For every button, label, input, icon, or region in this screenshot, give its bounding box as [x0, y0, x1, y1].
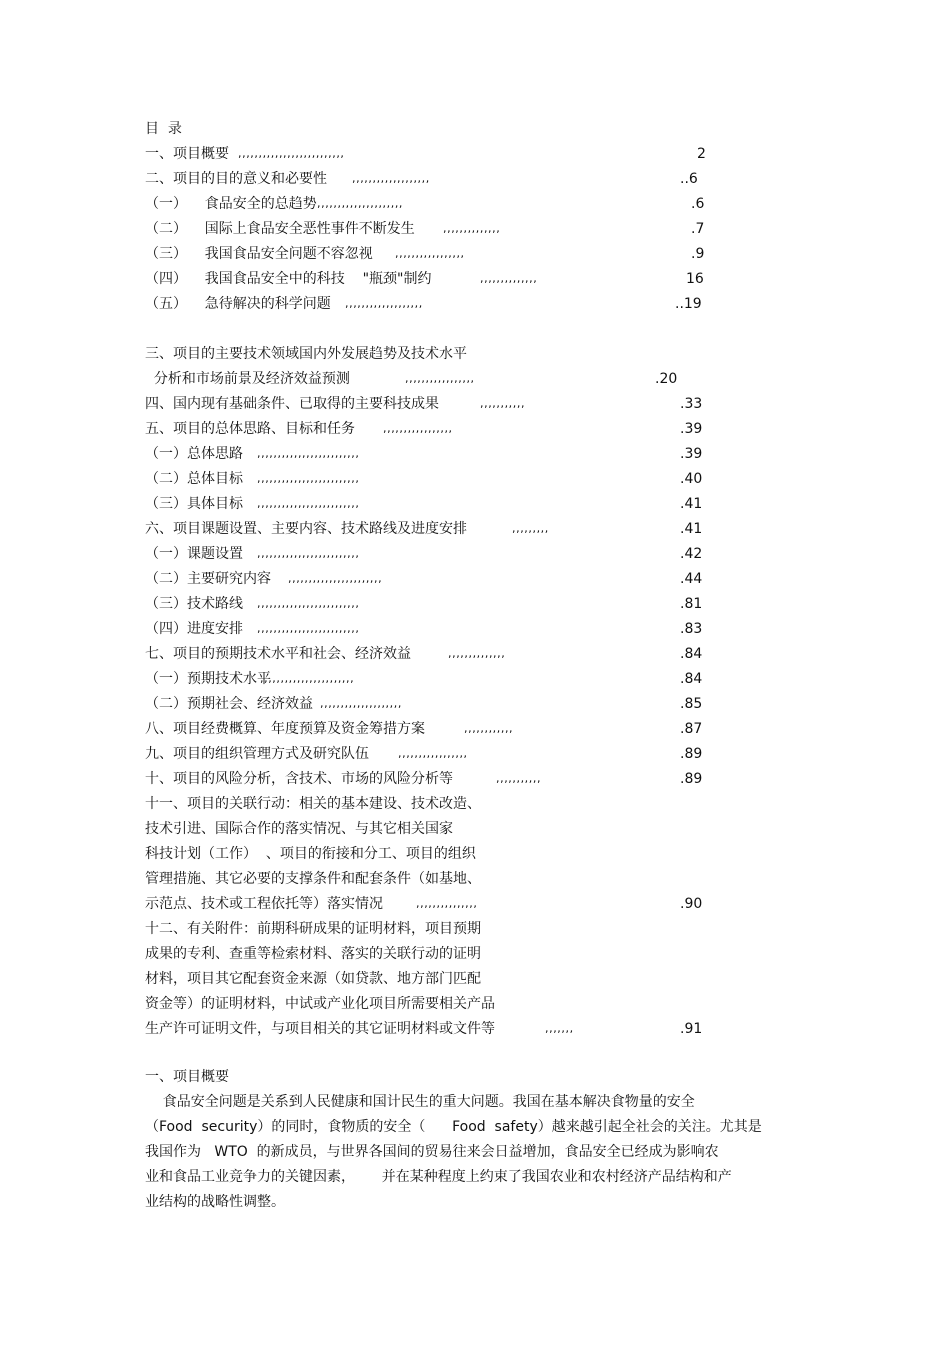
toc-entry-title: 生产许可证明文件，与项目相关的其它证明材料或文件等 — [145, 1021, 495, 1037]
toc-entry-leader: ,,,,,,,,,,,,,,,,,,,,,,,,, — [257, 597, 360, 610]
toc-entry-title: 十二、有关附件：前期科研成果的证明材料，项目预期 — [145, 921, 481, 937]
toc-entry-title: 八、项目经费概算、年度预算及资金筹措方案 — [145, 721, 425, 737]
toc-entry-leader: ,,,,,,,,, — [512, 522, 549, 535]
toc-entry-page: 16 — [686, 271, 704, 287]
toc-entry-title: 分析和市场前景及经济效益预测 — [145, 371, 350, 387]
toc-entry-page: 2 — [697, 146, 706, 162]
section-paragraph — [145, 1090, 785, 1215]
toc-entry-page: .7 — [691, 221, 705, 237]
toc-entry-title: 九、项目的组织管理方式及研究队伍 — [145, 746, 369, 762]
toc-entry-leader: ,,,,,,,,,,,,,,,,, — [405, 372, 475, 385]
toc-entry-page: ..6 — [680, 171, 698, 187]
toc-entry-title: （一）课题设置 — [145, 546, 243, 562]
toc-entry-page: .89 — [680, 746, 703, 762]
toc-entry-leader: ,,,,,,,,,,,,,,,,,,,, — [320, 697, 402, 710]
toc-entry-page: .84 — [680, 646, 703, 662]
toc-entry-page: .6 — [691, 196, 705, 212]
toc-entry-title: 三、项目的主要技术领域国内外发展趋势及技术水平 — [145, 346, 467, 362]
toc-entry-page: .83 — [680, 621, 703, 637]
toc-entry-title: 资金等）的证明材料，中试或产业化项目所需要相关产品 — [145, 996, 495, 1012]
toc-entry-title: （三）技术路线 — [145, 596, 243, 612]
toc-entry-title: （二）预期社会、经济效益 — [145, 696, 313, 712]
paragraph-line: 业结构的战略性调整。 — [145, 1194, 285, 1210]
toc-entry-leader: ,,,,,,,,,,,,,, — [443, 222, 501, 235]
toc-entry-title: （二） 国际上食品安全恶性事件不断发生 — [145, 221, 415, 237]
toc-entry-title: 管理措施、其它必要的支撑条件和配套条件（如基地、 — [145, 871, 481, 887]
toc-entry-title: 四、国内现有基础条件、已取得的主要科技成果 — [145, 396, 439, 412]
toc-entry-leader: ,,,,,,,,,,,, — [464, 722, 514, 735]
toc-entry-leader: ,,,,,,,,,,,,,,,,,,,,, — [317, 197, 404, 210]
toc-entry-page: .85 — [680, 696, 703, 712]
toc-entry-page: ..19 — [675, 296, 702, 312]
toc-entry-page: .89 — [680, 771, 703, 787]
toc-entry-leader: ,,,,,,,,,,,,,,,,, — [395, 247, 465, 260]
toc-entry-leader: ,,,,,,,,,,,,,, — [480, 272, 538, 285]
toc-entry-title: （一） 食品安全的总趋势 — [145, 196, 317, 212]
toc-entry-title: 七、项目的预期技术水平和社会、经济效益 — [145, 646, 411, 662]
toc-entry-title: （四） 我国食品安全中的科技 "瓶颈"制约 — [145, 271, 432, 287]
toc-entry-leader: ,,,,,,,,,,,,,,, — [416, 897, 478, 910]
toc-entry-title: 技术引进、国际合作的落实情况、与其它相关国家 — [145, 821, 453, 837]
toc-entry-title: 二、项目的目的意义和必要性 — [145, 171, 327, 187]
toc-entry-page: .39 — [680, 446, 703, 462]
toc-entry-title: （二）主要研究内容 — [145, 571, 271, 587]
toc-entry-leader: ,,,,,,,,,,,,,,,,,,,,,,,,, — [257, 547, 360, 560]
toc-entry-title: 一、项目概要 — [145, 146, 229, 162]
toc-entry-title: 成果的专利、查重等检索材料、落实的关联行动的证明 — [145, 946, 481, 962]
section-heading: 一、项目概要 — [145, 1069, 229, 1085]
paragraph-line: 食品安全问题是关系到人民健康和国计民生的重大问题。我国在基本解决食物量的安全 — [145, 1094, 695, 1110]
toc-entry-page: .33 — [680, 396, 703, 412]
paragraph-line: （Food security）的同时，食物质的安全（ Food safety）越来越引起全社会的关注。尤其是 — [145, 1119, 762, 1135]
toc-entry-title: 科技计划（工作） 、项目的衔接和分工、项目的组织 — [145, 846, 476, 862]
toc-entry-page: .39 — [680, 421, 703, 437]
toc-entry-page: .20 — [655, 371, 678, 387]
toc-entry-title: 材料，项目其它配套资金来源（如贷款、地方部门匹配 — [145, 971, 481, 987]
toc-entry-page: .41 — [680, 521, 703, 537]
toc-entry-page: .91 — [680, 1021, 703, 1037]
toc-entry-page: .84 — [680, 671, 703, 687]
toc-entry-leader: ,,,,,,,,,,,,,,,,,,,,,,, — [260, 672, 355, 685]
toc-entry-leader: ,,,,,,,,,,,,,,,,, — [383, 422, 453, 435]
toc-entry-page: .90 — [680, 896, 703, 912]
toc-entry-title: （二）总体目标 — [145, 471, 243, 487]
toc-entry-leader: ,,,,,,,,,,,,,,,,,,, — [352, 172, 430, 185]
paragraph-line: 业和食品工业竞争力的关键因素， 并在某种程度上约束了我国农业和农村经济产品结构和产 — [145, 1169, 732, 1185]
toc-entry-leader: ,,,,,,,,,,,,,,,,,,,,,,,,,, — [238, 147, 345, 160]
toc-entry-title: （三）具体目标 — [145, 496, 243, 512]
toc-entry-leader: ,,,,,,,,,,,,,, — [448, 647, 506, 660]
toc-entry-leader: ,,,,,,,,,,,,,,,,,,,,,,,,, — [257, 447, 360, 460]
toc-entry-leader: ,,,,,,,,,,,,,,,,,,,,,,, — [288, 572, 383, 585]
toc-entry-leader: ,,,,,,,,,,,,,,,,,,, — [345, 297, 423, 310]
toc-entry-title: （五） 急待解决的科学问题 — [145, 296, 331, 312]
toc-entry-title: （三） 我国食品安全问题不容忽视 — [145, 246, 373, 262]
toc-entry-title: 五、项目的总体思路、目标和任务 — [145, 421, 355, 437]
toc-entry-page: .9 — [691, 246, 705, 262]
toc-entry-title: （四）进度安排 — [145, 621, 243, 637]
toc-entry-leader: ,,,,,,,,,,,,,,,,,,,,,,,,, — [257, 472, 360, 485]
toc-entry-title: （一）总体思路 — [145, 446, 243, 462]
toc-entry-page: .44 — [680, 571, 703, 587]
toc-entry-leader: ,,,,,,,,,,,,,,,,,,,,,,,,, — [257, 497, 360, 510]
toc-entry-page: .40 — [680, 471, 703, 487]
toc-entry-leader: ,,,,,,,,,,,,,,,,,,,,,,,,, — [257, 622, 360, 635]
toc-title: 目 录 — [145, 121, 182, 137]
toc-entry-title: 十、项目的风险分析，含技术、市场的风险分析等 — [145, 771, 453, 787]
toc-entry-leader: ,,,,,,,,,,,,,,,,, — [398, 747, 468, 760]
toc-entry-title: 六、项目课题设置、主要内容、技术路线及进度安排 — [145, 521, 467, 537]
toc-entry-leader: ,,,,,,,,,,, — [496, 772, 542, 785]
toc-entry-title: 十一、项目的关联行动：相关的基本建设、技术改造、 — [145, 796, 481, 812]
toc-entry-page: .81 — [680, 596, 703, 612]
toc-entry-title: 示范点、技术或工程依托等）落实情况 — [145, 896, 383, 912]
paragraph-line: 我国作为 WTO 的新成员，与世界各国间的贸易往来会日益增加，食品安全已经成为影响农 — [145, 1144, 719, 1160]
toc-entry-page: .41 — [680, 496, 703, 512]
toc-entry-page: .87 — [680, 721, 703, 737]
toc-entry-leader: ,,,,,,,,,,, — [480, 397, 526, 410]
toc-entry-title: （一）预期技术水平 — [145, 671, 271, 687]
toc-entry-page: .42 — [680, 546, 703, 562]
toc-entry-leader: ,,,,,,, — [545, 1022, 574, 1035]
